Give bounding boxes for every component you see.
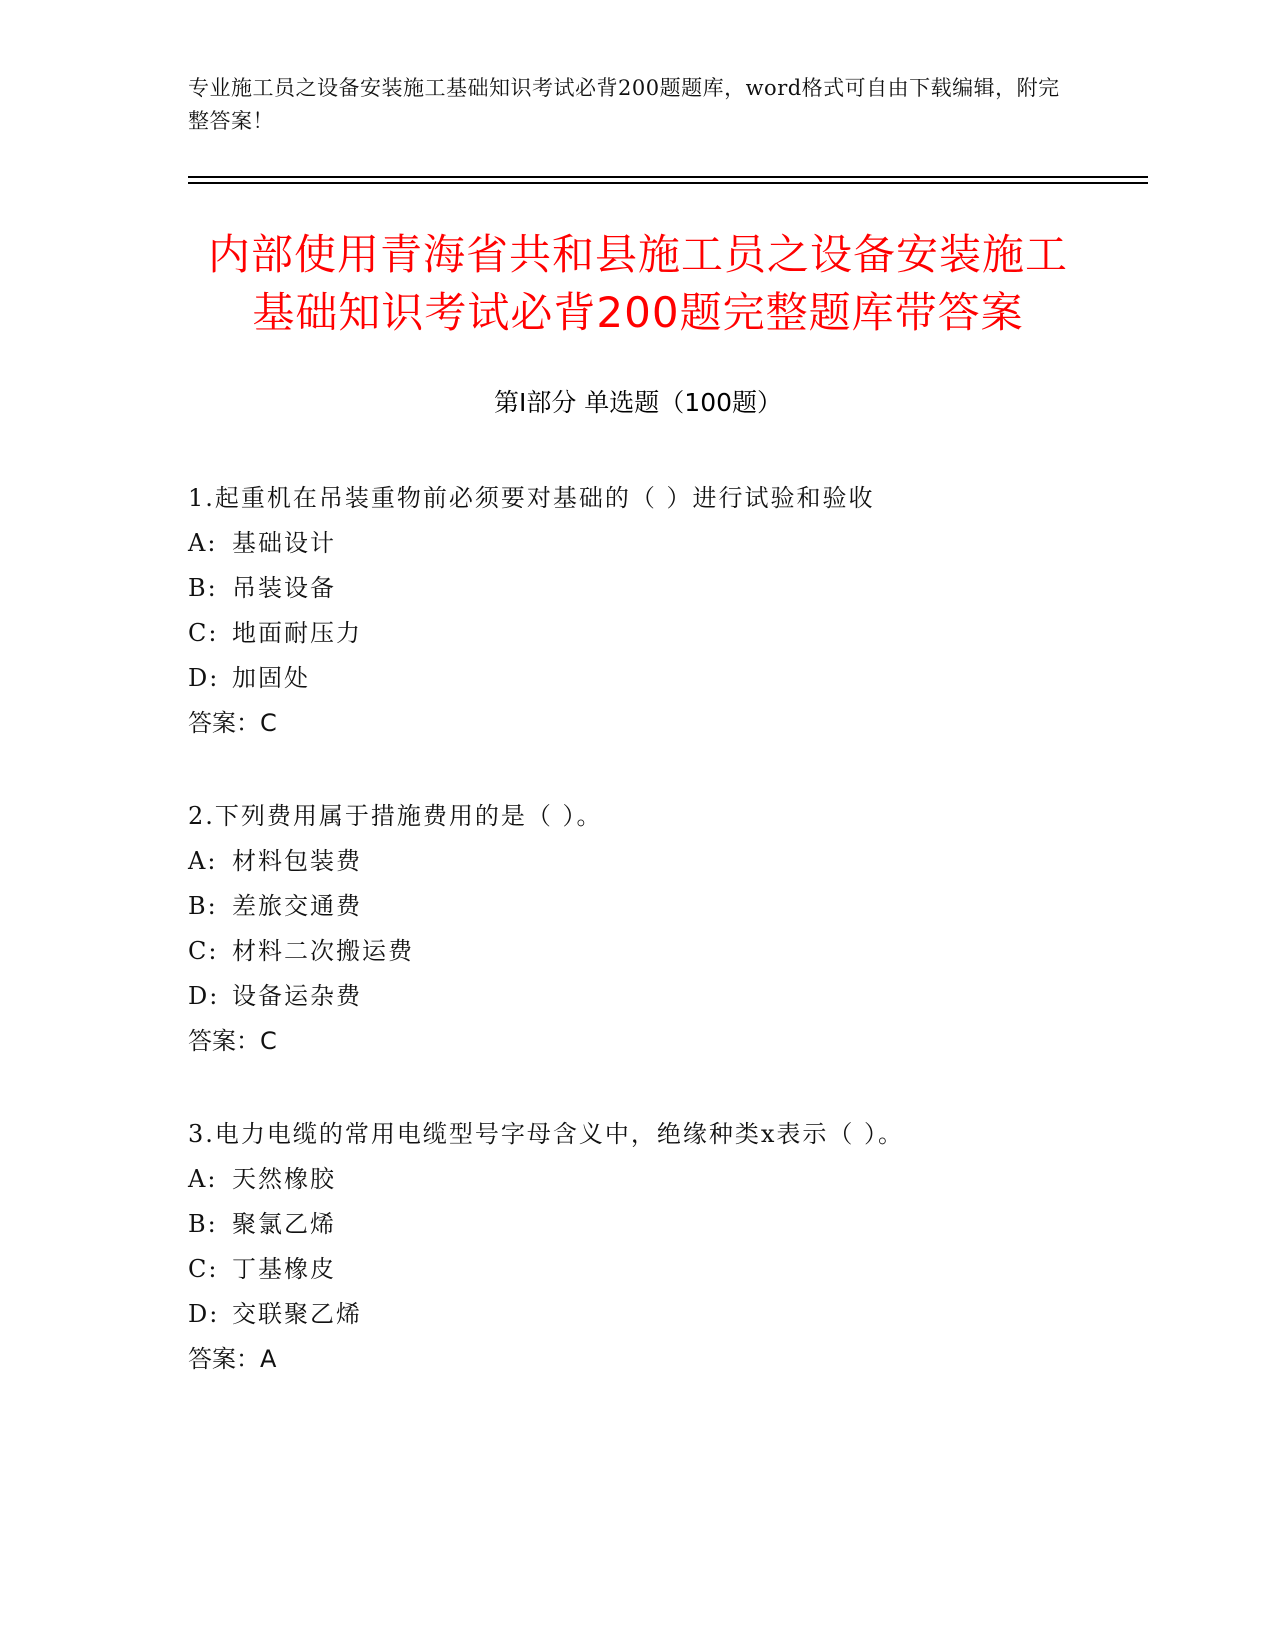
option-c bbox=[188, 929, 1138, 974]
option-b bbox=[188, 1202, 1138, 1247]
option-text: 丁基橡皮 bbox=[232, 1255, 336, 1283]
answer-line: 答案：A bbox=[188, 1345, 277, 1373]
option-b bbox=[188, 884, 1138, 929]
question-stem: 2.下列费用属于措施费用的是（ ）。 bbox=[188, 802, 603, 830]
question-item bbox=[188, 794, 1138, 1064]
option-letter: C: bbox=[188, 619, 219, 647]
option-a bbox=[188, 839, 1138, 884]
answer-line: 答案：C bbox=[188, 1027, 277, 1055]
question-item bbox=[188, 476, 1138, 746]
option-c bbox=[188, 611, 1138, 656]
option-text: 基础设计 bbox=[232, 529, 336, 557]
option-letter: A: bbox=[188, 847, 218, 875]
option-letter: D: bbox=[188, 1300, 220, 1328]
option-letter: D: bbox=[188, 664, 220, 692]
section-title: 第Ⅰ部分 单选题（100题） bbox=[493, 388, 783, 417]
option-letter: B: bbox=[188, 574, 218, 602]
option-text: 材料二次搬运费 bbox=[232, 937, 414, 965]
option-text: 地面耐压力 bbox=[232, 619, 362, 647]
option-b bbox=[188, 566, 1138, 611]
option-text: 材料包装费 bbox=[232, 847, 362, 875]
option-letter: C: bbox=[188, 937, 219, 965]
header-divider-top bbox=[188, 176, 1148, 178]
option-text: 天然橡胶 bbox=[232, 1165, 336, 1193]
option-text: 聚氯乙烯 bbox=[232, 1210, 336, 1238]
document-title: 内部使用青海省共和县施工员之设备安装施工基础知识考试必背200题完整题库带答案 bbox=[207, 230, 1068, 337]
option-text: 差旅交通费 bbox=[232, 892, 362, 920]
option-letter: C: bbox=[188, 1255, 219, 1283]
question-item bbox=[188, 1112, 1138, 1382]
option-d bbox=[188, 656, 1138, 701]
answer-line: 答案：C bbox=[188, 709, 277, 737]
option-letter: B: bbox=[188, 892, 218, 920]
option-text: 设备运杂费 bbox=[232, 982, 362, 1010]
option-c bbox=[188, 1247, 1138, 1292]
option-a bbox=[188, 521, 1138, 566]
option-text: 交联聚乙烯 bbox=[232, 1300, 362, 1328]
option-letter: A: bbox=[188, 529, 218, 557]
option-letter: A: bbox=[188, 1165, 218, 1193]
option-text: 吊装设备 bbox=[232, 574, 336, 602]
question-stem: 1.起重机在吊装重物前必须要对基础的（ ）进行试验和验收 bbox=[188, 484, 875, 512]
option-a bbox=[188, 1157, 1138, 1202]
option-d bbox=[188, 1292, 1138, 1337]
header-note: 专业施工员之设备安装施工基础知识考试必背200题题库，word格式可自由下载编辑，附完整答案！ bbox=[188, 76, 1060, 133]
question-list bbox=[188, 476, 1138, 1430]
header-divider-bottom bbox=[188, 182, 1148, 184]
option-letter: D: bbox=[188, 982, 220, 1010]
option-text: 加固处 bbox=[232, 664, 310, 692]
option-letter: B: bbox=[188, 1210, 218, 1238]
option-d bbox=[188, 974, 1138, 1019]
question-stem: 3.电力电缆的常用电缆型号字母含义中，绝缘种类x表示（ ）。 bbox=[188, 1120, 905, 1148]
